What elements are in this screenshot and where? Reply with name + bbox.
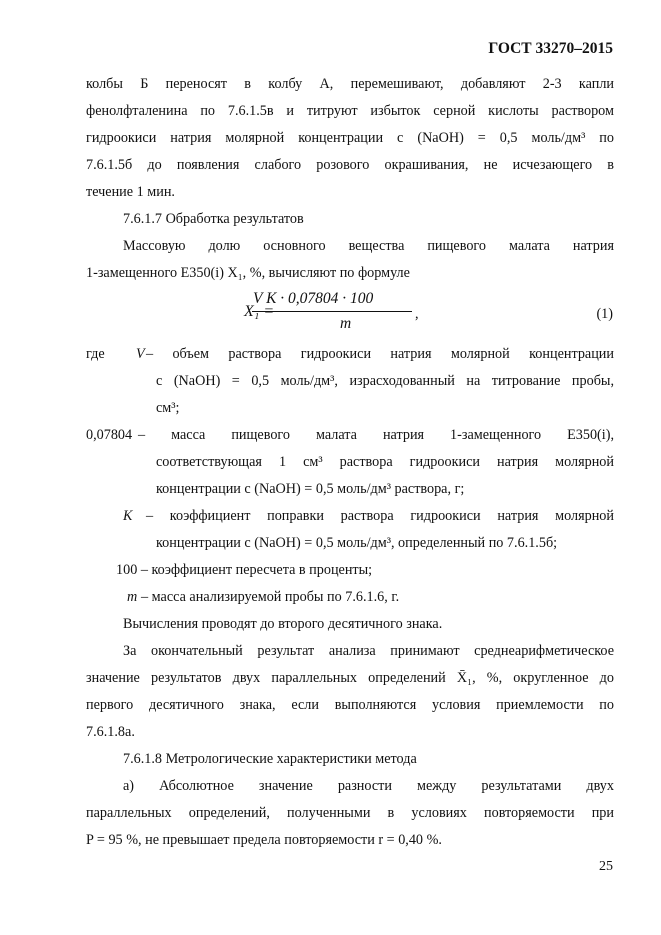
section-heading: 7.6.1.7 Обработка результатов — [123, 211, 304, 227]
text-line: концентрации c (NaOH) = 0,5 моль/дм³ раствора, г; — [156, 481, 465, 497]
text-line: первого десятичного знака, если выполняются условия приемлемости по — [86, 697, 614, 713]
text-line: – объем раствора гидроокиси натрия молярной концентрации — [146, 346, 614, 362]
page-number: 25 — [599, 859, 613, 874]
section-heading: 7.6.1.8 Метрологические характеристики метода — [123, 751, 417, 767]
text-line: c (NaOH) = 0,5 моль/дм³, израсходованный на титрование пробы, — [156, 373, 614, 389]
text-line: гидроокиси натрия молярной концентрации c (NaOH) = 0,5 моль/дм³ по — [86, 130, 614, 146]
legend-symbol: K — [123, 508, 133, 524]
text-line: За окончательный результат анализа принимают среднеарифметическое — [123, 643, 614, 659]
text-line: соответствующая 1 см³ раствора гидроокиси натрия молярной — [156, 454, 614, 470]
text-line: – масса анализируемой пробы по 7.6.1.6, г. — [141, 589, 400, 605]
legend-symbol: m — [127, 589, 138, 605]
text-line: параллельных определений, полученными в условиях повторяемости при — [86, 805, 614, 821]
text-line: значение результатов двух параллельных определений X̄₁, %, округленное до — [86, 670, 614, 686]
legend-symbol: V — [136, 346, 145, 362]
text-line: концентрации c (NaOH) = 0,5 моль/дм³, определенный по 7.6.1.5б; — [156, 535, 558, 551]
text-line: 100 – коэффициент пересчета в проценты; — [116, 562, 373, 578]
text-line: см³; — [156, 400, 180, 416]
text-line: P = 95 %, не превышает предела повторяемости r = 0,40 %. — [86, 832, 442, 848]
formula-denominator: m — [340, 315, 352, 332]
formula-lhs: X₁ = — [244, 303, 275, 320]
legend-symbol: 0,07804 — [86, 427, 133, 443]
text-line: 7.6.1.5б до появления слабого розового окрашивания, не исчезающего в — [86, 157, 614, 173]
text-line: – коэффициент поправки раствора гидроокиси натрия молярной — [146, 508, 614, 524]
fraction-bar — [252, 311, 412, 312]
text-line: колбы Б переносят в колбу А, перемешивают, добавляют 2-3 капли — [86, 76, 614, 92]
where-label: где — [86, 346, 105, 362]
formula-comma: , — [415, 306, 419, 322]
text-line: фенолфталенина по 7.6.1.5в и титруют избыток серной кислоты раствором — [86, 103, 614, 119]
formula-numerator: V K · 0,07804 · 100 — [253, 290, 374, 307]
text-line: – масса пищевого малата натрия 1-замещенного Е350(i), — [138, 427, 614, 443]
text-line: 7.6.1.8а. — [86, 724, 135, 740]
formula-number: (1) — [596, 306, 613, 322]
text-line: 1-замещенного Е350(i) X₁, %, вычисляют по формуле — [86, 265, 410, 281]
text-line: течение 1 мин. — [86, 184, 175, 200]
text-line: а) Абсолютное значение разности между результатами двух — [123, 778, 614, 794]
text-line: Вычисления проводят до второго десятичного знака. — [123, 616, 443, 632]
text-line: Массовую долю основного вещества пищевого малата натрия — [123, 238, 614, 254]
standard-header: ГОСТ 33270–2015 — [488, 40, 613, 57]
